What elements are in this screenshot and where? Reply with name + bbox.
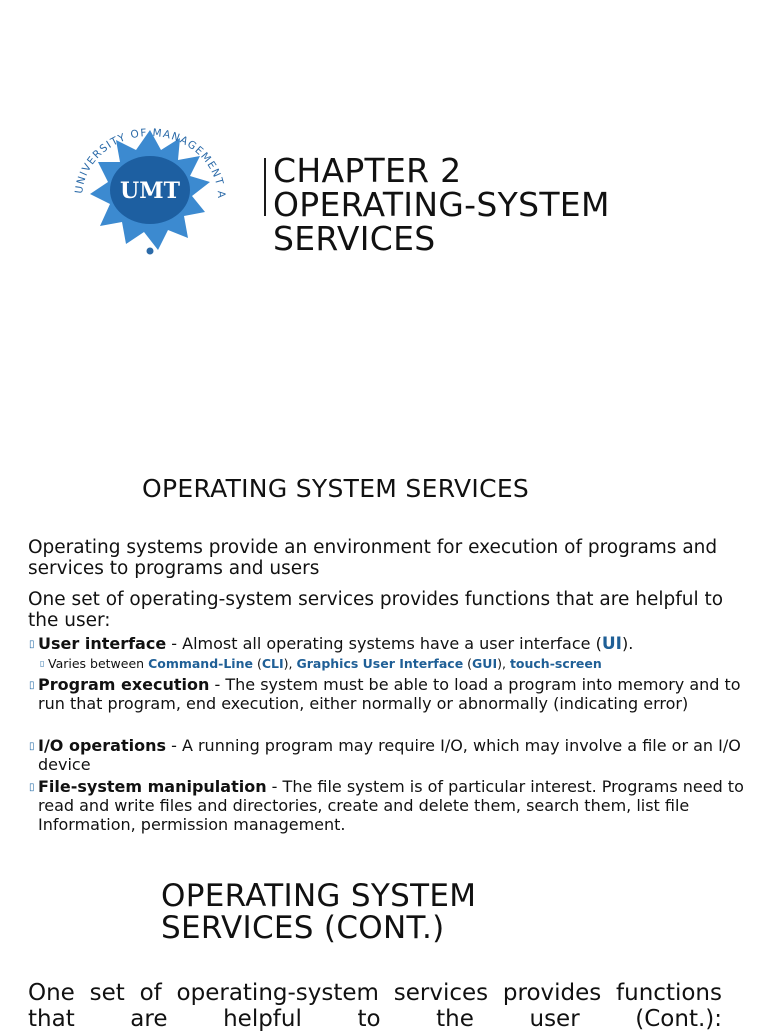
chapter-title-line3: SERVICES [273, 219, 436, 258]
title-divider [264, 158, 266, 216]
chapter-title-line2: OPERATING-SYSTEM [273, 185, 610, 224]
bullet-term: Program execution [38, 675, 210, 694]
bullet-marker-icon: ▯ [29, 782, 35, 793]
bullet-io-operations [29, 736, 753, 774]
bullet-text: - A running program may require I/O, which may involve a file or an I/O device [38, 736, 741, 774]
slide3-heading [161, 880, 476, 944]
slide3-heading-line2: SERVICES (CONT.) [161, 910, 445, 946]
paren-close: ), [283, 656, 297, 671]
slide3-intro: One set of operating-system services provides functions that are helpful to the user (Cont.): [28, 980, 722, 1032]
bullet-program-execution [29, 675, 753, 713]
touch-screen-term: touch-screen [509, 656, 602, 671]
bullet-text-end: ). [621, 634, 634, 653]
bullet-marker-icon: ▯ [29, 741, 35, 752]
bullet-term: I/O operations [38, 736, 166, 755]
umt-logo [60, 120, 240, 260]
ui-abbr: UI [601, 634, 622, 654]
sub-bullet-marker-icon: ▯ [40, 659, 45, 668]
slide2-intro-2: One set of operating-system services provides functions that are helpful to the user: [28, 589, 724, 631]
sub-bullet-interface-types [40, 656, 602, 672]
slide2-intro-1: Operating systems provide an environment for execution of programs and services to programs and users [28, 537, 718, 579]
cli-abbr: CLI [261, 656, 284, 671]
bullet-term: File-system manipulation [38, 777, 267, 796]
bullet-marker-icon: ▯ [29, 639, 35, 650]
gui-term: Graphics User Interface [296, 656, 464, 671]
paren-open: ( [252, 656, 262, 671]
bullet-text: - The system must be able to load a program into memory and to run that program, end execution, either normally or abnormally (indicating error) [38, 675, 741, 713]
sub-bullet-prefix: Varies between [48, 656, 149, 671]
chapter-title [273, 151, 610, 258]
bullet-user-interface [29, 634, 753, 654]
logo-center-text: UMT [120, 178, 180, 204]
gui-abbr: GUI [472, 656, 498, 671]
paren-open: ( [463, 656, 473, 671]
bullet-term: User interface [38, 634, 167, 653]
paren-close: ), [497, 656, 510, 671]
bullet-text: - Almost all operating systems have a user interface ( [166, 634, 602, 653]
bullet-text: - The file system is of particular interest. Programs need to read and write files and directories, create and delete them, search them, list file Information, permission management. [38, 777, 744, 834]
bullet-file-system-manipulation [29, 777, 753, 834]
chapter-title-line1: CHAPTER 2 [273, 151, 462, 190]
slide3-heading-line1: OPERATING SYSTEM [161, 878, 477, 914]
slide2-heading: OPERATING SYSTEM SERVICES [142, 474, 530, 503]
logo-ring-text: UNIVERSITY OF MANAGEMENT A [73, 126, 228, 200]
cli-term: Command-Line [148, 656, 253, 671]
bullet-marker-icon: ▯ [29, 680, 35, 691]
